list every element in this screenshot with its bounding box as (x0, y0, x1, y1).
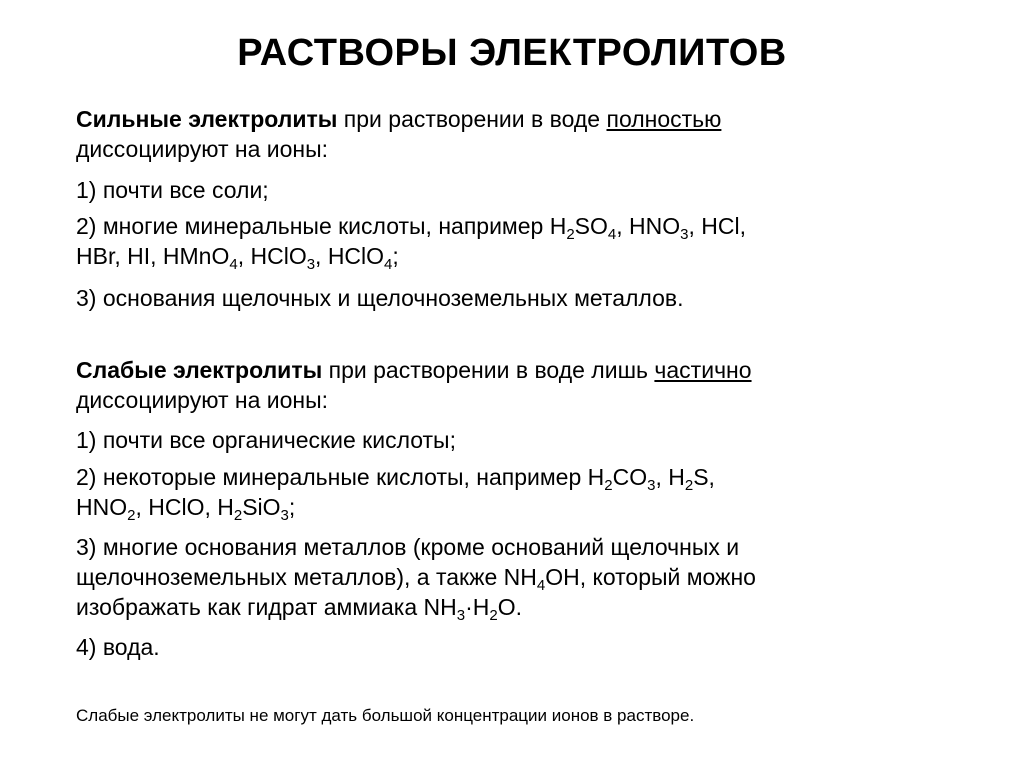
text: O. (497, 594, 523, 620)
subscript: 4 (536, 577, 546, 594)
subscript: 4 (384, 256, 393, 273)
weak-item-3 (76, 532, 946, 622)
text: ·H (465, 594, 490, 620)
footer-note: Слабые электролиты не могут дать большой концентрации ионов в растворе. (76, 706, 695, 725)
text: , HNO (616, 213, 681, 239)
text: HNO (76, 494, 128, 520)
weak-item-3-line2 (76, 562, 946, 592)
text: , HCl, (688, 213, 746, 239)
weak-emphasis: частично (654, 357, 752, 383)
weak-intro (76, 355, 946, 415)
weak-item-3-line1: 3) многие основания металлов (кроме оснований щелочных и (76, 534, 740, 560)
subscript: 2 (127, 507, 136, 524)
text: OH, который можно (545, 564, 756, 590)
subscript: 2 (233, 507, 243, 524)
subscript: 2 (566, 226, 575, 243)
strong-item-2-line2 (76, 241, 946, 271)
text: ; (288, 494, 296, 520)
weak-intro-text: при растворении в воде лишь (322, 357, 655, 383)
strong-intro-line2: диссоциируют на ионы: (76, 136, 329, 162)
strong-emphasis: полностью (606, 106, 722, 132)
subscript: 3 (456, 607, 466, 624)
strong-item-2 (76, 211, 946, 271)
weak-term: Слабые электролиты (76, 357, 323, 383)
weak-item-4: 4) вода. (76, 634, 160, 660)
text: 2) некоторые минеральные кислоты, например H (76, 464, 605, 490)
subscript: 4 (607, 226, 617, 243)
strong-intro-text: при растворении в воде (337, 106, 607, 132)
text: SO (574, 213, 608, 239)
strong-intro (76, 104, 946, 164)
text: изображать как гидрат аммиака NH (76, 594, 457, 620)
strong-item-3: 3) основания щелочных и щелочноземельных металлов. (76, 285, 684, 311)
subscript: 3 (680, 226, 689, 243)
subscript: 2 (489, 607, 498, 624)
subscript: 3 (647, 477, 656, 494)
strong-intro-line1 (76, 104, 946, 134)
weak-intro-line1 (76, 355, 946, 385)
text: , H (655, 464, 685, 490)
subscript: 4 (229, 256, 238, 273)
text: S, (693, 464, 715, 490)
weak-item-2-line1 (76, 462, 946, 492)
text: SiO (242, 494, 281, 520)
strong-term: Сильные электролиты (76, 106, 338, 132)
weak-intro-line2: диссоциируют на ионы: (76, 387, 329, 413)
weak-item-2-line2 (76, 492, 946, 522)
page-title: РАСТВОРЫ ЭЛЕКТРОЛИТОВ (237, 32, 787, 74)
text: CO (612, 464, 648, 490)
subscript: 2 (604, 477, 613, 494)
text: , HClO (237, 243, 307, 269)
text: 2) многие минеральные кислоты, например H (76, 213, 567, 239)
weak-item-1: 1) почти все органические кислоты; (76, 427, 456, 453)
text: ; (392, 243, 399, 269)
weak-item-3-line3 (76, 592, 946, 622)
text: HBr, HI, HMnO (76, 243, 230, 269)
text: щелочноземельных металлов), а также NH (76, 564, 537, 590)
strong-item-1: 1) почти все соли; (76, 177, 269, 203)
subscript: 3 (280, 507, 289, 524)
subscript: 2 (684, 477, 694, 494)
weak-item-2 (76, 462, 946, 522)
subscript: 3 (306, 256, 316, 273)
text: , HClO (315, 243, 385, 269)
strong-item-2-line1 (76, 211, 946, 241)
text: , HClO, H (135, 494, 234, 520)
